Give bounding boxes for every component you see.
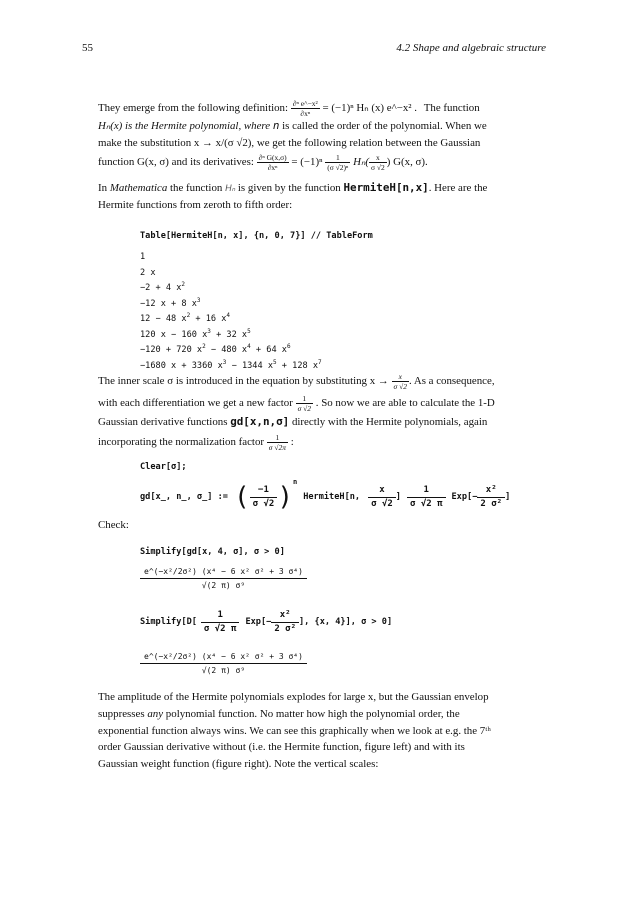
gaussian-derivative-fraction bbox=[257, 153, 289, 172]
code-part: HermiteH[n, bbox=[303, 492, 361, 502]
fraction-numerator: x bbox=[368, 484, 396, 498]
table-row: −12 x + 8 $x^3$ bbox=[140, 296, 201, 309]
emphasis: any bbox=[147, 707, 164, 720]
text: : bbox=[290, 435, 294, 448]
fraction-denominator: σ √2 π bbox=[203, 623, 237, 634]
text-line: Gaussian weight function (figure right). Note the vertical scales: bbox=[98, 758, 379, 771]
equation-part: = (−1)ⁿ bbox=[291, 155, 323, 168]
text-line: The amplitude of the Hermite polynomials explodes for large x, but the Gaussian envelop bbox=[98, 691, 489, 703]
text: suppresses bbox=[98, 707, 145, 720]
equation-rhs: = (−1)ⁿ Hₙ (x) e^−x² . bbox=[322, 102, 417, 114]
code-part: gd[x_, n_, σ_] := bbox=[140, 492, 228, 502]
code-fraction bbox=[407, 484, 446, 511]
code-simplify-d bbox=[140, 607, 392, 637]
fraction-denominator: σ √2 bbox=[371, 498, 393, 509]
fraction-denominator: σ √2 bbox=[252, 498, 275, 509]
text: Hₙ(x) is the Hermite polynomial, where bbox=[98, 120, 271, 132]
fraction-denominator: σ √2 bbox=[393, 382, 407, 391]
hn-symbol: Hₙ bbox=[225, 183, 236, 193]
code-input-table: Table[HermiteH[n, x], {n, 0, 7}] // TableForm bbox=[140, 231, 373, 241]
code-clear: Clear[σ]; bbox=[140, 462, 187, 472]
output-denominator: √(2 π) σ⁹ bbox=[201, 581, 246, 590]
equation-part: Hₙ( bbox=[353, 155, 369, 168]
text: Hermite functions from zeroth to fifth order: bbox=[98, 198, 293, 211]
fraction-numerator: x bbox=[392, 372, 409, 382]
fraction-denominator: ∂xⁿ bbox=[267, 162, 278, 172]
normalization-fraction bbox=[325, 153, 350, 172]
text: The function bbox=[423, 102, 480, 114]
page-number: 55 bbox=[82, 42, 93, 54]
fraction-numerator: ∂ⁿ G(x,σ) bbox=[258, 152, 287, 162]
table-row: 12 − 48 $x^2 + 16$ $x^4$ bbox=[140, 312, 231, 324]
paragraph-inner-scale bbox=[98, 370, 542, 453]
argument-fraction bbox=[369, 153, 387, 172]
exponent: n bbox=[292, 478, 298, 486]
fraction-denominator: 2 σ² bbox=[274, 623, 296, 634]
output-simplify-gd bbox=[140, 565, 307, 592]
definition-derivative-fraction bbox=[291, 99, 320, 118]
text: . Here are the bbox=[428, 182, 488, 194]
table-row: 120 x − 160 $x^3 + 32$ $x^5$ bbox=[140, 327, 251, 340]
output-denominator: √(2 π) σ⁹ bbox=[201, 666, 246, 675]
section-title: 4.2 Shape and algebraic structure bbox=[396, 42, 546, 54]
paren: ) bbox=[277, 482, 293, 512]
code-part: ] bbox=[505, 492, 511, 502]
fraction-numerator: ∂ⁿ e^−x² bbox=[292, 99, 318, 108]
mathematica-word: Mathematica bbox=[109, 182, 168, 194]
text: the function bbox=[170, 182, 223, 194]
text: In bbox=[98, 182, 108, 194]
table-row: 2 x bbox=[140, 267, 156, 278]
text: They emerge from the following definition: bbox=[98, 102, 289, 114]
fraction-numerator: x bbox=[369, 153, 387, 163]
table-row: −2 + 4 $x^2$ bbox=[140, 281, 186, 293]
text-line: order Gaussian derivative without (i.e. the Hermite function, figure left) and with its bbox=[98, 741, 465, 754]
code-fraction bbox=[271, 609, 299, 636]
fraction-denominator: σ √2 bbox=[297, 404, 312, 413]
text: function G(x, σ) and its derivatives: bbox=[98, 155, 254, 168]
code-fraction bbox=[201, 609, 240, 636]
function-name: HermiteH[n,x] bbox=[343, 181, 429, 194]
fraction-numerator: 1 bbox=[407, 484, 446, 498]
text: make the substitution x → x/(σ √2), we get the following relation between the Gaussian bbox=[98, 136, 481, 149]
text: Gaussian derivative functions bbox=[98, 416, 228, 428]
code-part: ] bbox=[395, 492, 401, 502]
output-numerator: e^(−x²/2σ²) (x⁴ − 6 x² σ² + 3 σ⁴) bbox=[140, 650, 307, 664]
function-name: gd[x,n,σ] bbox=[230, 415, 290, 428]
code-part: Exp[− bbox=[451, 492, 478, 502]
fraction-numerator: 1 bbox=[201, 609, 240, 623]
factor-fraction bbox=[296, 394, 313, 413]
normalization-fraction bbox=[267, 433, 288, 452]
text: The inner scale σ is introduced in the equation by substituting x → bbox=[98, 375, 389, 387]
code-simplify-gd: Simplify[gd[x, 4, σ], σ > 0] bbox=[140, 547, 285, 557]
paren: ( bbox=[233, 482, 250, 512]
table-row: −1680 x + 3360 $x^3 - 1344$ $x^5 + 128$ $x^7$ bbox=[140, 358, 322, 371]
text: is called the order of the polynomial. When we bbox=[282, 120, 487, 132]
fraction-denominator: (σ √2)ⁿ bbox=[327, 162, 349, 172]
paragraph-mathematica bbox=[98, 180, 542, 214]
equation-part: ) G(x, σ). bbox=[386, 155, 428, 168]
fraction-denominator: ∂xⁿ bbox=[300, 109, 311, 118]
fraction-numerator: 1 bbox=[296, 394, 313, 404]
text: directly with the Hermite polynomials, again bbox=[291, 416, 488, 428]
n-symbol: n bbox=[272, 119, 280, 132]
text: . As a consequence, bbox=[408, 375, 495, 387]
fraction-denominator: σ √2 bbox=[371, 162, 385, 172]
text-line bbox=[98, 706, 542, 723]
text: with each differentiation we get a new factor bbox=[98, 397, 293, 409]
paragraph-definition bbox=[98, 98, 542, 172]
text: incorporating the normalization factor bbox=[98, 435, 265, 448]
code-fraction bbox=[477, 484, 505, 511]
fraction-numerator: x² bbox=[477, 484, 505, 498]
code-gd-definition bbox=[140, 474, 510, 520]
fraction-denominator: 2 σ² bbox=[480, 498, 503, 509]
substitution-fraction bbox=[392, 372, 409, 391]
fraction-denominator: σ √2 π bbox=[409, 498, 443, 509]
text: . So now we are able to calculate the 1-D bbox=[315, 397, 495, 409]
paragraph-amplitude bbox=[98, 689, 542, 773]
code-fraction bbox=[368, 484, 396, 511]
fraction-numerator: x² bbox=[271, 609, 299, 623]
text: is given by the function bbox=[237, 182, 341, 194]
code-part: Simplify[D[ bbox=[140, 617, 197, 627]
fraction-denominator: σ √2π bbox=[268, 442, 286, 452]
code-part: Exp[− bbox=[245, 617, 272, 627]
fraction-numerator: 1 bbox=[325, 153, 350, 163]
fraction-numerator: −1 bbox=[250, 484, 278, 498]
output-simplify-d bbox=[140, 650, 307, 677]
text-line: exponential function always wins. We can see this graphically when we look at e.g. the 7ᵗʰ bbox=[98, 724, 491, 737]
output-numerator: e^(−x²/2σ²) (x⁴ − 6 x² σ² + 3 σ⁴) bbox=[140, 565, 307, 579]
table-output bbox=[140, 250, 322, 374]
text: polynomial function. No matter how high the polynomial order, the bbox=[165, 707, 460, 720]
table-row: −120 + 720 $x^2 - 480$ $x^4 + 64$ $x^6$ bbox=[140, 343, 291, 355]
code-part: ], {x, 4}], σ > 0] bbox=[299, 617, 393, 627]
fraction-numerator: 1 bbox=[267, 433, 288, 443]
check-label: Check: bbox=[98, 519, 129, 531]
code-fraction bbox=[250, 484, 278, 511]
table-row: 1 bbox=[140, 252, 146, 262]
